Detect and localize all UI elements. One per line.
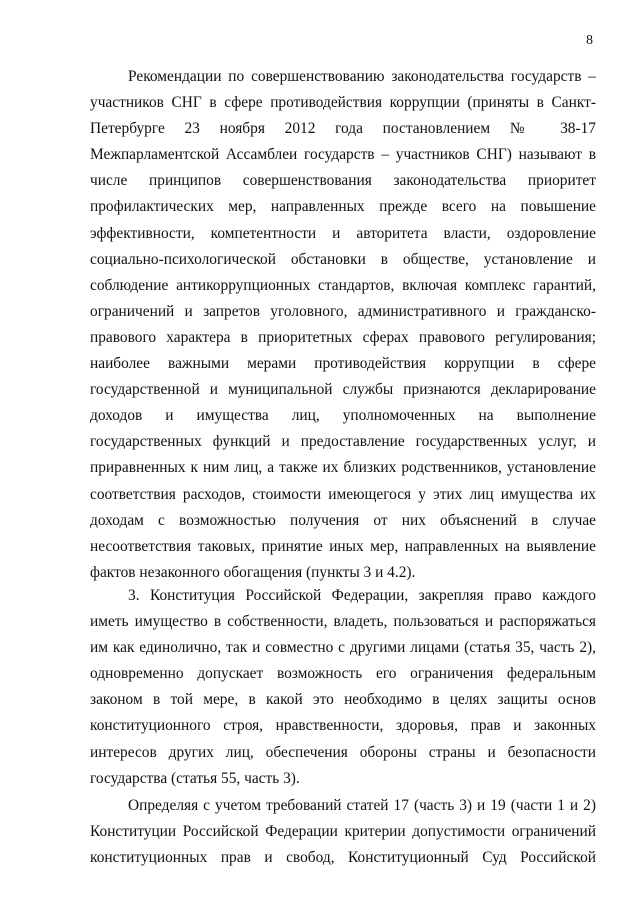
- text-line: интересов других лиц, обеспечения обороны страны и безопасности: [90, 743, 596, 761]
- text-line: участников СНГ в сфере противодействия коррупции (приняты в Санкт-: [90, 94, 596, 112]
- text-line: доходам с возможностью получения от них объяснений в случае: [90, 511, 596, 529]
- page-number: 8: [586, 33, 593, 48]
- text-line: Определяя с учетом требований статей 17 (часть 3) и 19 (части 1 и 2): [128, 797, 596, 814]
- text-line: конституционного строя, нравственности, здоровья, прав и законных: [90, 717, 596, 735]
- text-line: социально-психологической обстановки в обществе, установление и: [90, 250, 596, 268]
- paragraph-1: [90, 64, 596, 586]
- text-line: несоответствия таковых, принятие иных мер, направленных на выявление: [90, 537, 596, 555]
- text-line: государственной и муниципальной службы признаются декларирование: [90, 381, 596, 399]
- text-line: одновременно допускает возможность его ограничения федеральным: [90, 665, 596, 683]
- text-line: иметь имущество в собственности, владеть, пользоваться и распоряжаться: [90, 613, 596, 631]
- text-line: конституционных прав и свобод, Конституционный Суд Российской: [90, 849, 596, 867]
- text-line: 3. Конституция Российской Федерации, закрепляя право каждого: [128, 587, 596, 604]
- text-line: Петербурге 23 ноября 2012 года постановлением № 38-17: [90, 120, 596, 138]
- text-line: Межпарламентской Ассамблеи государств – участников СНГ) называют в: [90, 146, 596, 164]
- text-line: эффективности, компетентности и авторитета власти, оздоровление: [90, 224, 596, 242]
- paragraph-2: [90, 583, 596, 792]
- text-line: законом в той мере, в какой это необходимо в целях защиты основ: [90, 691, 596, 709]
- text-line: им как единолично, так и совместно с другими лицами (статья 35, часть 2),: [90, 639, 596, 657]
- text-line: приравненных к ним лиц, а также их близких родственников, установление: [90, 459, 596, 477]
- text-line: соблюдение антикоррупционных стандартов, включая комплекс гарантий,: [90, 276, 596, 294]
- text-line: наиболее важными мерами противодействия коррупции в сфере: [90, 355, 596, 373]
- text-line: числе принципов совершенствования законодательства приоритет: [90, 172, 596, 190]
- text-line: Конституции Российской Федерации критерии допустимости ограничений: [90, 823, 596, 841]
- text-line: доходов и имущества лиц, уполномоченных на выполнение: [90, 407, 596, 425]
- text-line: профилактических мер, направленных прежде всего на повышение: [90, 198, 596, 216]
- text-line: Рекомендации по совершенствованию законодательства государств –: [128, 68, 596, 85]
- text-line: правового характера в приоритетных сферах правового регулирования;: [90, 328, 596, 346]
- text-line: государства (статья 55, часть 3).: [90, 769, 300, 787]
- paragraph-3: [90, 793, 596, 871]
- text-line: ограничений и запретов уголовного, административного и гражданско-: [90, 302, 596, 320]
- text-line: фактов незаконного обогащения (пункты 3 и 4.2).: [90, 563, 416, 581]
- text-line: государственных функций и предоставление государственных услуг, и: [90, 433, 596, 451]
- text-line: соответствия расходов, стоимости имеющегося у этих лиц имущества их: [90, 485, 596, 503]
